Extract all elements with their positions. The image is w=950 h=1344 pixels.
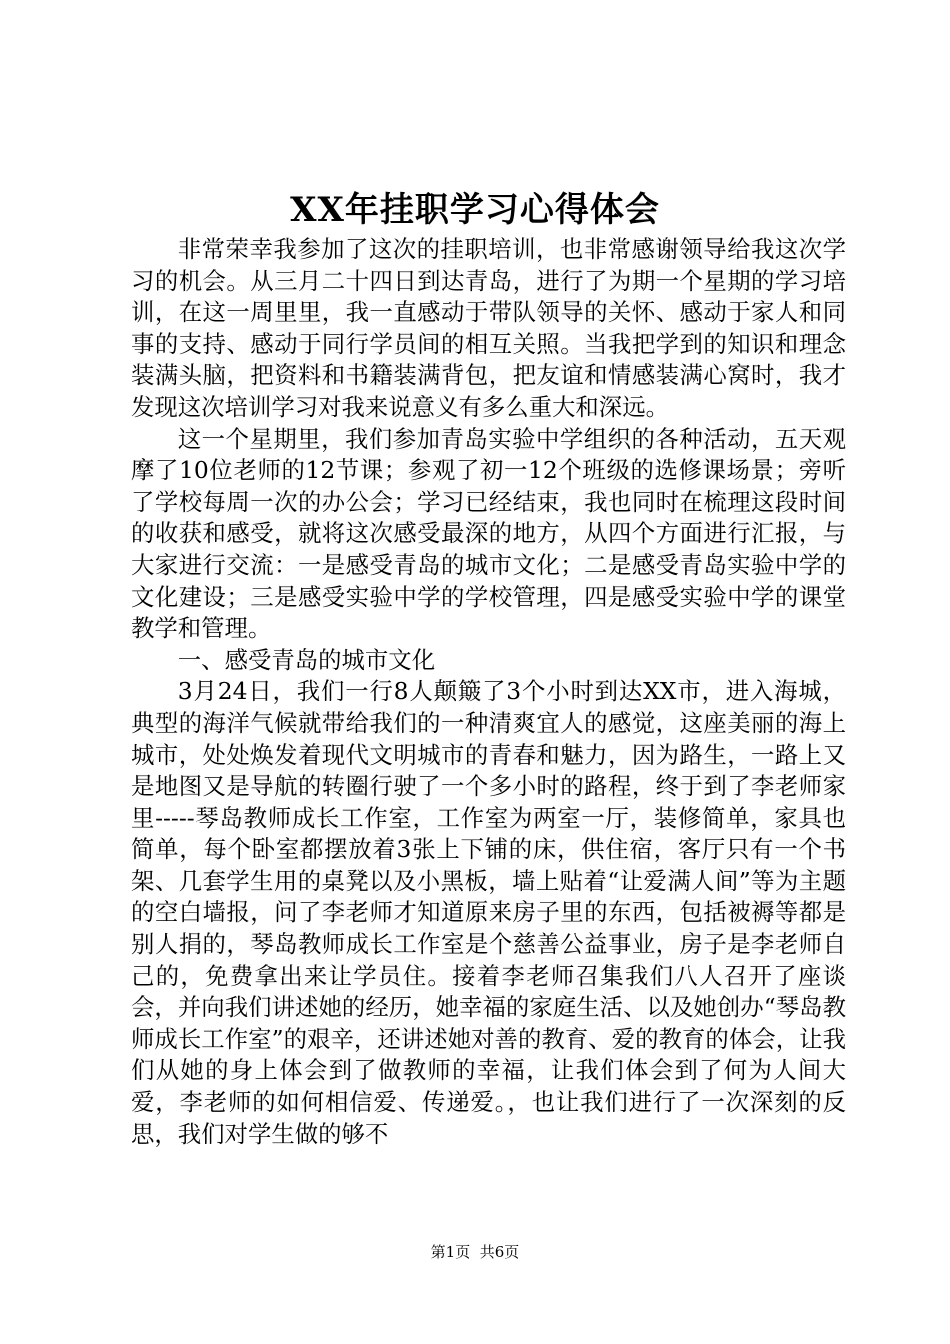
page-number: 第1页 [430, 1243, 471, 1261]
paragraph-city-culture: 3月24日，我们一行8人颠簸了3个小时到达XX市，进入海城，典型的海洋气候就带给我们的一种清爽宜人的感觉，这座美丽的海上城市，处处焕发着现代文明城市的青春和魅力，因为路生，一路上又是地图又是导航的转圈行驶了一个多小时的路程，终于到了李老师家里-----琴岛教师成长工作室，工作室为两室一厅，装修简单，家具也简单，每个卧室都摆放着3张上下铺的床，供住宿，客厅只有一个书架、几套学生用的桌凳以及小黑板，墙上贴着“让爱满人间”等为主题的空白墙报，问了李老师才知道原来房子里的东西，包括被褥等都是别人捐的，琴岛教师成长工作室是个慈善公益事业，房子是李老师自己的，免费拿出来让学员住。接着李老师召集我们八人召开了座谈会，并向我们讲述她的经历，她幸福的家庭生活、以及她创办“琴岛教师成长工作室”的艰辛，还讲述她对善的教育、爱的教育的体会，让我们从她的身上体会到了做教师的幸福，让我们体会到了何为人间大爱，李老师的如何相信爱、传递爱。，也让我们进行了一次深刻的反思，我们对学生做的够不 [131, 677, 846, 1148]
page-total: 共6页 [479, 1243, 520, 1261]
document-title: XX年挂职学习心得体会 [290, 190, 660, 230]
paragraph-overview: 这一个星期里，我们参加青岛实验中学组织的各种活动，五天观摩了10位老师的12节课；参观了初一12个班级的选修课场景；旁听了学校每周一次的办公会；学习已经结束，我也同时在梳理这段时间的收获和感受，就将这次感受最深的地方，从四个方面进行汇报，与大家进行交流：一是感受青岛的城市文化；二是感受青岛实验中学的文化建设；三是感受实验中学的学校管理，四是感受实验中学的课堂教学和管理。 [131, 424, 846, 643]
paragraph-intro: 非常荣幸我参加了这次的挂职培训，也非常感谢领导给我这次学习的机会。从三月二十四日到达青岛，进行了为期一个星期的学习培训，在这一周里里，我一直感动于带队领导的关怀、感动于家人和同事的支持、感动于同行学员间的相互关照。当我把学到的知识和理念装满头脑，把资料和书籍装满背包，把友谊和情感装满心窝时，我才发现这次培训学习对我来说意义有多么重大和深远。 [131, 235, 846, 421]
document-body [131, 234, 846, 1150]
section-heading-city-culture: 一、感受青岛的城市文化 [177, 645, 436, 674]
page-footer [0, 1242, 950, 1262]
